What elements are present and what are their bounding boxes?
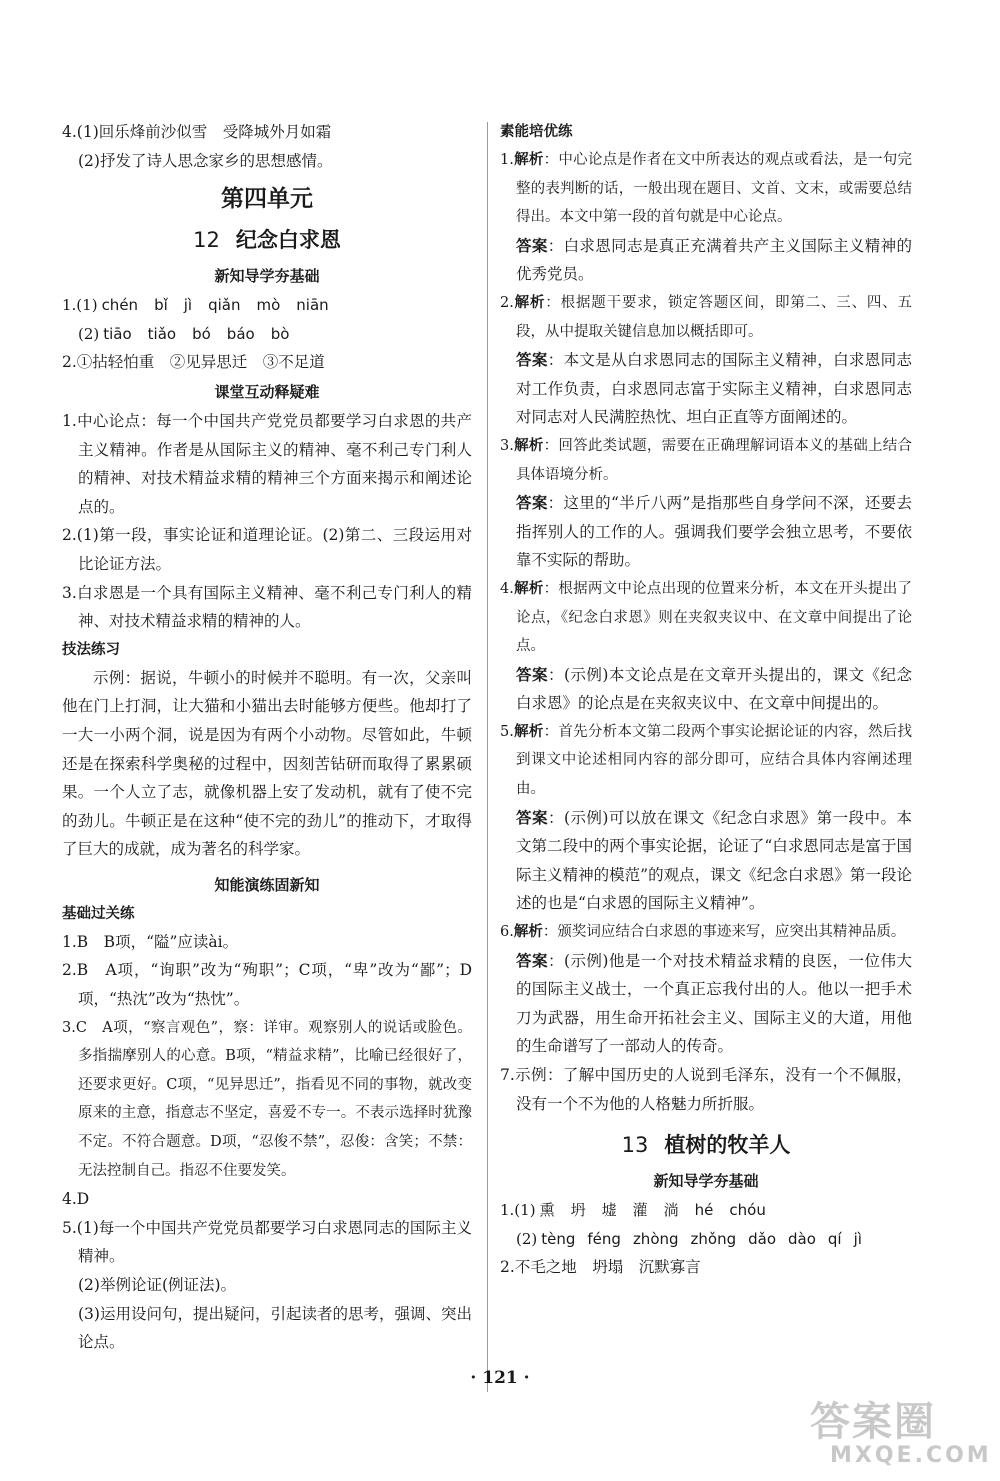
sub-heading: 技法练习: [62, 641, 120, 658]
pinyin-word: tiǎo: [147, 324, 177, 343]
pinyin-word: dǎo: [748, 1229, 777, 1248]
lesson-number: 13: [621, 1133, 649, 1158]
answer-item: 3.白求恩是一个具有国际主义精神、毫不利己专门利人的精神、对技术精益求精的精神的人。: [62, 583, 472, 631]
pinyin-word: niān: [296, 296, 329, 315]
analysis-line: 2.解析：根据题干要求，锁定答题区间，即第二、三、四、五段，从中提取关键信息加以概括即可。: [500, 294, 913, 340]
pinyin-word: dào: [788, 1229, 816, 1248]
pinyin-word: hé: [694, 1201, 714, 1220]
lesson-number: 12: [193, 228, 220, 253]
idiom-answer: 2.不毛之地 坍塌 沉默寡言: [500, 1258, 701, 1277]
pinyin-word: tiāo: [103, 324, 132, 343]
analysis-line: 4.解析：根据两文中论点出现的位置来分析，本文在开头提出了论点，《纪念白求恩》则在夹叙夹议中、在文章中间提出了论点。: [500, 580, 913, 655]
section-heading: 知能演练固新知: [214, 875, 320, 894]
analysis-line: 6.解析：颁奖词应结合白求恩的事迹来写，应突出其精神品质。: [500, 924, 906, 941]
item-prefix: (2): [516, 1229, 538, 1248]
pinyin-word: bò: [270, 324, 290, 343]
example-paragraph: 示例：据说，牛顿小的时候并不聪明。有一次，父亲叫他在门上打洞，让大猫和小猫出去时能够方便些。他却打了一大一小两个洞，说是因为有两个小动物。尽管如此，牛顿还是在探索科学奥秘的过程中，因刻苦钻研而取得了累累硕果。一个人立了志，就像机器上安了发动机，就有了使不完的劲儿。牛顿正是在这种“使不完的劲儿”的推动下，才取得了巨大的成就，成为著名的科学家。: [62, 668, 472, 859]
qa-block: [500, 918, 912, 1061]
poem-answer-line: (2)抒发了诗人思念家乡的思想感情。: [78, 151, 333, 170]
qa-block: [500, 718, 912, 918]
pinyin-word: chóu: [729, 1201, 766, 1220]
answer-line: 答案：(示例)他是一个对技术精益求精的良医，一位伟大的国际主义战士，一个真正忘我付出的人。他以一把手术刀为武器，用生命开拓社会主义、国际主义的大道，用他的生命谱写了一部动人的传奇。: [516, 951, 912, 1056]
character-word: 灌: [632, 1201, 648, 1220]
qa-block: [500, 432, 912, 575]
pinyin-line: [62, 320, 472, 349]
analysis-line: 5.解析：首先分析本文第二段两个事实论据论证的内容，然后找到课文中论述相同内容的部分即可，应结合具体内容阐述理由。: [500, 723, 913, 798]
answer-item: 2.B A项，“询职”改为“殉职”；C项，“卑”改为“鄙”；D项，“热沈”改为“热忱”。: [62, 961, 472, 1009]
section-heading: 新知导学夯基础: [653, 1172, 759, 1191]
idiom-answer: 2.①拈轻怕重 ②见异思迁 ③不足道: [62, 353, 325, 372]
right-column: [500, 118, 912, 1282]
page-number: · 121 ·: [470, 1368, 530, 1388]
unit-title: 第四单元: [221, 186, 313, 213]
sub-heading: 基础过关练: [62, 905, 135, 922]
pinyin-word: mò: [256, 296, 281, 315]
watermark-title: 答案圈: [810, 1399, 936, 1445]
left-column: [62, 118, 472, 1357]
character-word: 坍: [570, 1201, 586, 1220]
item-prefix: (2): [78, 324, 100, 343]
answer-item: 1.中心论点：每一个中国共产党党员都要学习白求恩的共产主义精神。作者是从国际主义的精神、毫不利己专门利人的精神、对技术精益求精的精神三个方面来揭示和阐述论点的。: [62, 411, 472, 516]
answer-item: 3.C A项，“察言观色”，察：详审。观察别人的说话或脸色。多指揣摩别人的心意。B项，“精益求精”，比喻已经很好了，还要求更好。C项，“见异思迁”，指看见不同的事物，就改变原来的主意，指意志不坚定，喜爱不专一。不表示选择时犹豫不定。不符合题意。D项，“忍俊不禁”，忍俊：含笑；不禁：无法控制自己。指忍不住要发笑。: [62, 1019, 472, 1179]
qa-block: [500, 289, 912, 432]
pinyin-word: báo: [226, 324, 255, 343]
pinyin-word: zhǒng: [690, 1229, 737, 1248]
answer-item: 4.D: [62, 1190, 90, 1209]
pinyin-word: jì: [183, 296, 193, 315]
answer-line: 答案：这里的“半斤八两”是指那些自身学问不深，还要去指挥别人的工作的人。强调我们要学会独立思考，不要依靠不实际的帮助。: [516, 494, 912, 570]
pinyin-word: féng: [587, 1229, 621, 1248]
pinyin-word: chén: [101, 296, 139, 315]
watermark-logo: [810, 1399, 992, 1472]
pinyin-word: tèng: [541, 1229, 576, 1248]
answer-item: 1.B B项，“隘”应读ài。: [62, 932, 239, 951]
lesson-name: 纪念白求恩: [235, 228, 341, 253]
item-prefix: 1.(1): [500, 1201, 536, 1220]
pinyin-word: bó: [192, 324, 211, 343]
pinyin-word: jì: [853, 1229, 862, 1248]
answer-line: 答案：(示例)可以放在课文《纪念白求恩》第一段中。本文第二段中的两个事实论据，论证了“白求恩同志是富于国际主义精神的模范”的观点，课文《纪念白求恩》第一段论述的也是“白求恩的国际主义精神”。: [516, 808, 912, 913]
pinyin-line: [500, 1225, 912, 1254]
watermark-url: MXQE.COM: [830, 1443, 992, 1468]
qa-block: [500, 146, 912, 289]
analysis-line: 1.解析：中心论点是作者在文中所表达的观点或看法，是一句完整的表判断的话，一般出现在题目、文首、文末，或需要总结得出。本文中第一段的首句就是中心论点。: [500, 152, 913, 226]
answer-subitem: (3)运用设问句，提出疑问，引起读者的思考，强调、突出论点。: [78, 1304, 472, 1352]
pinyin-word: zhòng: [632, 1229, 679, 1248]
item-prefix: 1.(1): [62, 296, 98, 315]
character-word: 墟: [601, 1201, 617, 1220]
analysis-line: 3.解析：回答此类试题，需要在正确理解词语本义的基础上结合具体语境分析。: [500, 437, 913, 483]
answer-line: 答案：(示例)本文论点是在文章开头提出的，课文《纪念白求恩》的论点是在夹叙夹议中、在文章中间提出的。: [516, 665, 912, 713]
character-word: 熏: [539, 1201, 555, 1220]
sub-heading: 素能培优练: [500, 124, 573, 140]
lesson-title: [62, 221, 472, 259]
pinyin-word: qí: [827, 1229, 842, 1248]
section-heading: 课堂互动释疑难: [214, 382, 320, 401]
answer-item: 5.(1)每一个中国共产党党员都要学习白求恩同志的国际主义精神。: [62, 1218, 472, 1266]
character-line: [500, 1196, 912, 1225]
pinyin-word: bǐ: [154, 296, 168, 315]
answer-item: 7.示例：了解中国历史的人说到毛泽东，没有一个不佩服，没有一个不为他的人格魅力所折服。: [500, 1066, 912, 1113]
pinyin-word: qiǎn: [208, 296, 241, 315]
character-word: 淌: [663, 1201, 679, 1220]
answer-line: 答案：本文是从白求恩同志的国际主义精神，白求恩同志对工作负责，白求恩同志富于实际主义精神，白求恩同志对同志对人民满腔热忱、坦白正直等方面阐述的。: [516, 351, 912, 427]
poem-answer-line: 4.(1)回乐烽前沙似雪 受降城外月如霜: [62, 123, 332, 141]
section-heading: 新知导学夯基础: [214, 267, 320, 286]
qa-block: [500, 575, 912, 718]
pinyin-line: [62, 291, 472, 320]
answer-line: 答案：白求恩同志是真正充满着共产主义国际主义精神的优秀党员。: [516, 236, 912, 284]
answer-item: 2.(1)第一段，事实论证和道理论证。(2)第二、三段运用对比论证方法。: [62, 526, 472, 573]
lesson-title: [500, 1126, 912, 1164]
lesson-name: 植树的牧羊人: [664, 1133, 791, 1158]
column-divider: [487, 122, 488, 1392]
answer-subitem: (2)举例论证(例证法)。: [78, 1276, 237, 1294]
